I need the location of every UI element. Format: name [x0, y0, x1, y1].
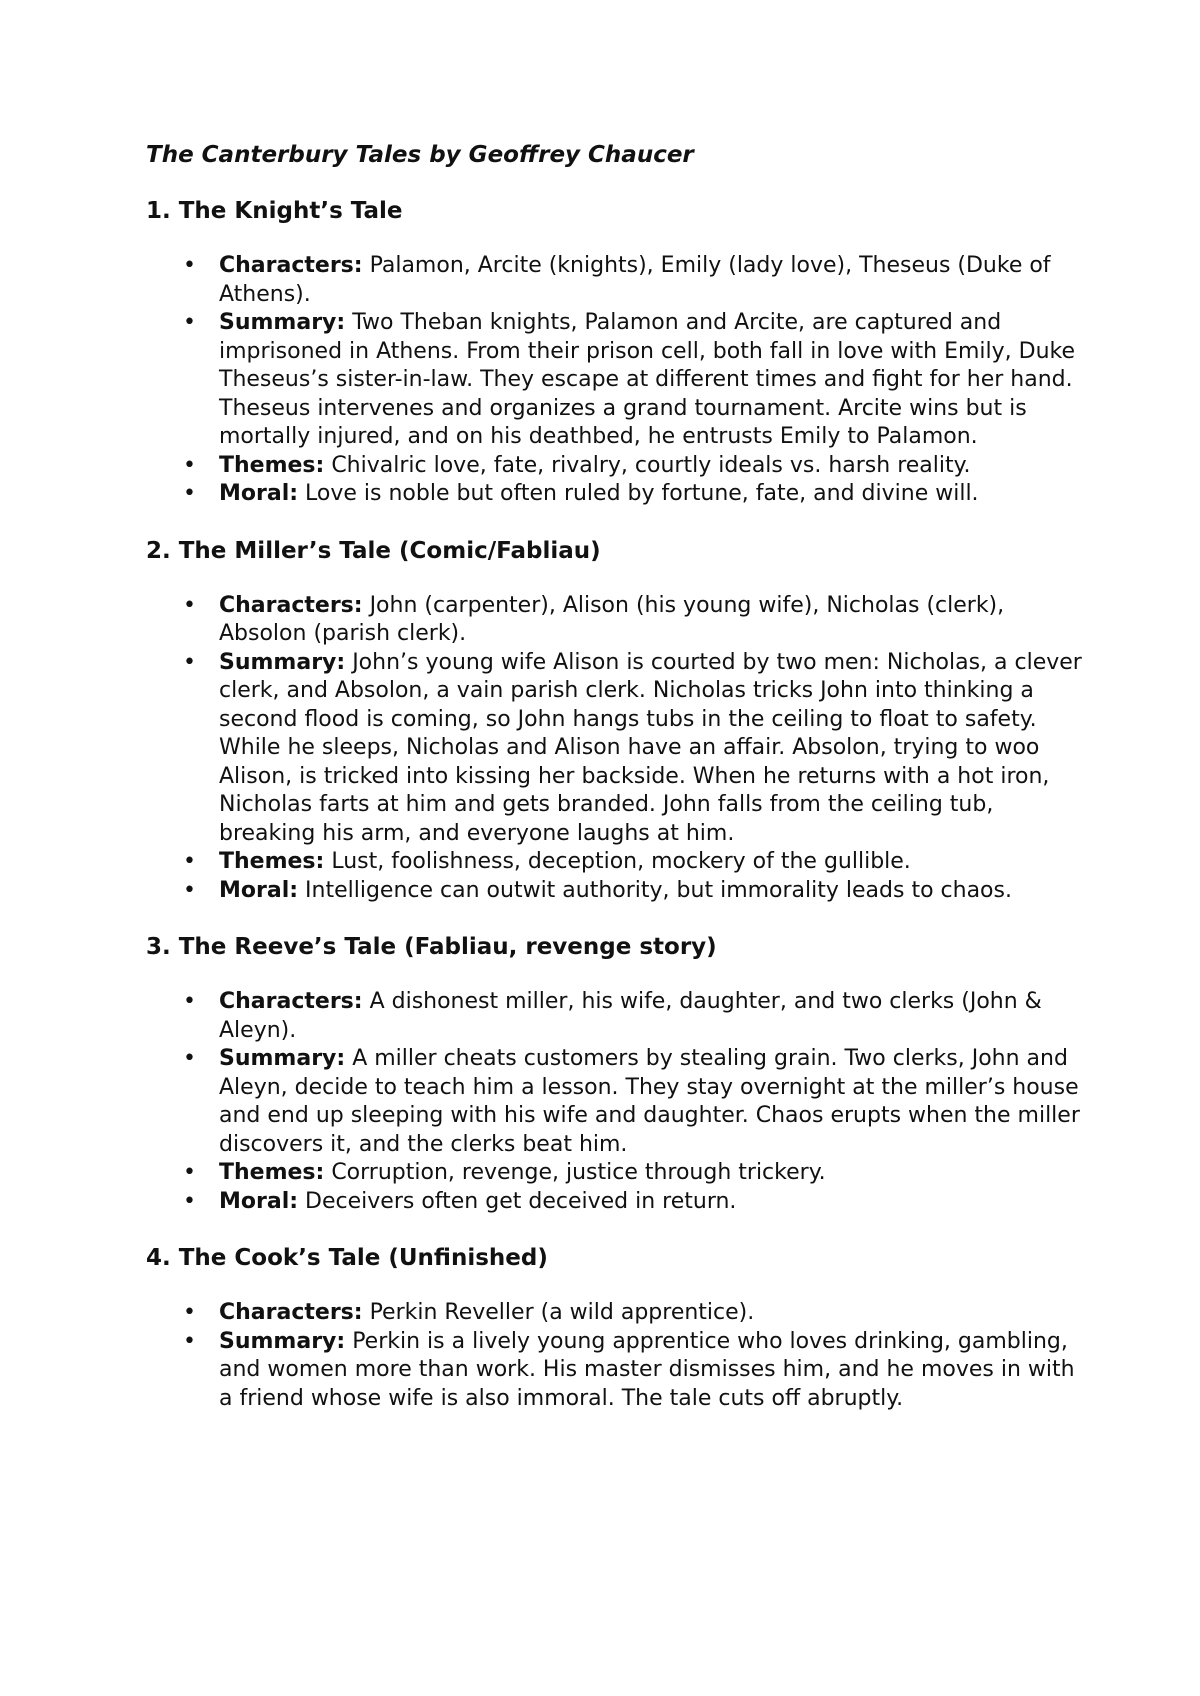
point-label: Moral:	[219, 481, 299, 506]
bullet-icon: •	[183, 1300, 196, 1325]
document-title: The Canterbury Tales by Geoffrey Chaucer	[146, 142, 694, 168]
point-text: John’s young wife Alison is courted by two men: Nicholas, a clever clerk, and Absolon, a vain parish clerk. Nicholas tricks John into thinking a second flood is coming, so John hangs tubs in the ceiling to float to safety. While he sleeps, Nicholas and Alison have an affair. Absolon, trying to woo Alison, is tricked into kissing her backside. When he returns with a hot iron, Nicholas farts at him and gets branded. John falls from the ceiling tub, breaking his arm, and everyone laughs at him.	[219, 649, 1082, 846]
tale-points-list	[146, 988, 1086, 1216]
tales-container	[146, 196, 1086, 1413]
point-label: Characters:	[219, 989, 363, 1014]
list-item	[146, 877, 1086, 906]
point-label: Characters:	[219, 1300, 363, 1325]
list-item	[146, 252, 1086, 309]
point-label: Moral:	[219, 877, 299, 903]
list-item	[146, 649, 1086, 849]
document-page	[146, 140, 1086, 1440]
list-item	[146, 1328, 1086, 1414]
point-label: Summary:	[219, 1046, 346, 1071]
point-text: Deceivers often get deceived in return.	[298, 1188, 737, 1214]
bullet-icon: •	[183, 1328, 196, 1354]
point-text: Corruption, revenge, justice through trickery.	[324, 1160, 826, 1185]
point-label: Summary:	[219, 1328, 346, 1354]
list-item	[146, 848, 1086, 877]
bullet-icon: •	[183, 253, 196, 278]
bullet-icon: •	[183, 1160, 196, 1185]
point-label: Themes:	[219, 849, 325, 874]
tale-heading: 2. The Miller’s Tale (Comic/Fabliau)	[146, 537, 601, 564]
list-item	[146, 480, 1086, 509]
point-label: Characters:	[219, 253, 363, 278]
tale-points-list	[146, 592, 1086, 906]
point-text: Perkin is a lively young apprentice who loves drinking, gambling, and women more than work. His master dismisses him, and he moves in with a friend whose wife is also immoral. The tale cuts off abruptly.	[219, 1328, 1075, 1411]
list-item	[146, 452, 1086, 481]
point-text: A dishonest miller, his wife, daughter, and two clerks (John & Aleyn).	[219, 989, 1042, 1043]
point-text: Perkin Reveller (a wild apprentice).	[362, 1300, 755, 1325]
point-label: Summary:	[219, 310, 346, 335]
tale-heading: 1. The Knight’s Tale	[146, 198, 403, 224]
bullet-icon: •	[183, 877, 196, 903]
bullet-icon: •	[183, 989, 196, 1014]
point-label: Themes:	[219, 1160, 325, 1185]
bullet-icon: •	[183, 592, 196, 618]
point-text: Love is noble but often ruled by fortune, fate, and divine will.	[298, 481, 979, 506]
point-text: A miller cheats customers by stealing grain. Two clerks, John and Aleyn, decide to teach him a lesson. They stay overnight at the miller’s house and end up sleeping with his wife and daughter. Chaos erupts when the miller discovers it, and the clerks beat him.	[219, 1046, 1080, 1157]
point-text: Intelligence can outwit authority, but immorality leads to chaos.	[298, 877, 1012, 903]
point-text: Chivalric love, fate, rivalry, courtly ideals vs. harsh reality.	[324, 452, 971, 478]
point-text: Two Theban knights, Palamon and Arcite, are captured and imprisoned in Athens. From their prison cell, both fall in love with Emily, Duke Theseus’s sister-in-law. They escape at different times and fight for her hand. Theseus intervenes and organizes a grand tournament. Arcite wins but is mortally injured, and on his deathbed, he entrusts Emily to Palamon.	[219, 310, 1076, 449]
list-item	[146, 988, 1086, 1045]
bullet-icon: •	[183, 1188, 196, 1214]
list-item	[146, 1159, 1086, 1188]
bullet-icon: •	[183, 310, 196, 335]
tale-heading: 3. The Reeve’s Tale (Fabliau, revenge story)	[146, 934, 717, 960]
tale-points-list	[146, 1299, 1086, 1413]
bullet-icon: •	[183, 849, 196, 874]
point-text: Palamon, Arcite (knights), Emily (lady love), Theseus (Duke of Athens).	[219, 253, 1051, 307]
list-item	[146, 592, 1086, 649]
list-item	[146, 309, 1086, 452]
point-label: Characters:	[219, 592, 363, 618]
list-item	[146, 1188, 1086, 1217]
bullet-icon: •	[183, 649, 196, 675]
point-label: Themes:	[219, 452, 325, 478]
list-item	[146, 1045, 1086, 1159]
point-text: John (carpenter), Alison (his young wife), Nicholas (clerk), Absolon (parish clerk).	[219, 592, 1005, 646]
point-label: Summary:	[219, 649, 346, 675]
bullet-icon: •	[183, 1046, 196, 1071]
bullet-icon: •	[183, 481, 196, 506]
tale-points-list	[146, 252, 1086, 509]
point-label: Moral:	[219, 1188, 299, 1214]
point-text: Lust, foolishness, deception, mockery of the gullible.	[324, 849, 911, 874]
bullet-icon: •	[183, 452, 196, 478]
list-item	[146, 1299, 1086, 1328]
tale-heading: 4. The Cook’s Tale (Unfinished)	[146, 1245, 548, 1271]
